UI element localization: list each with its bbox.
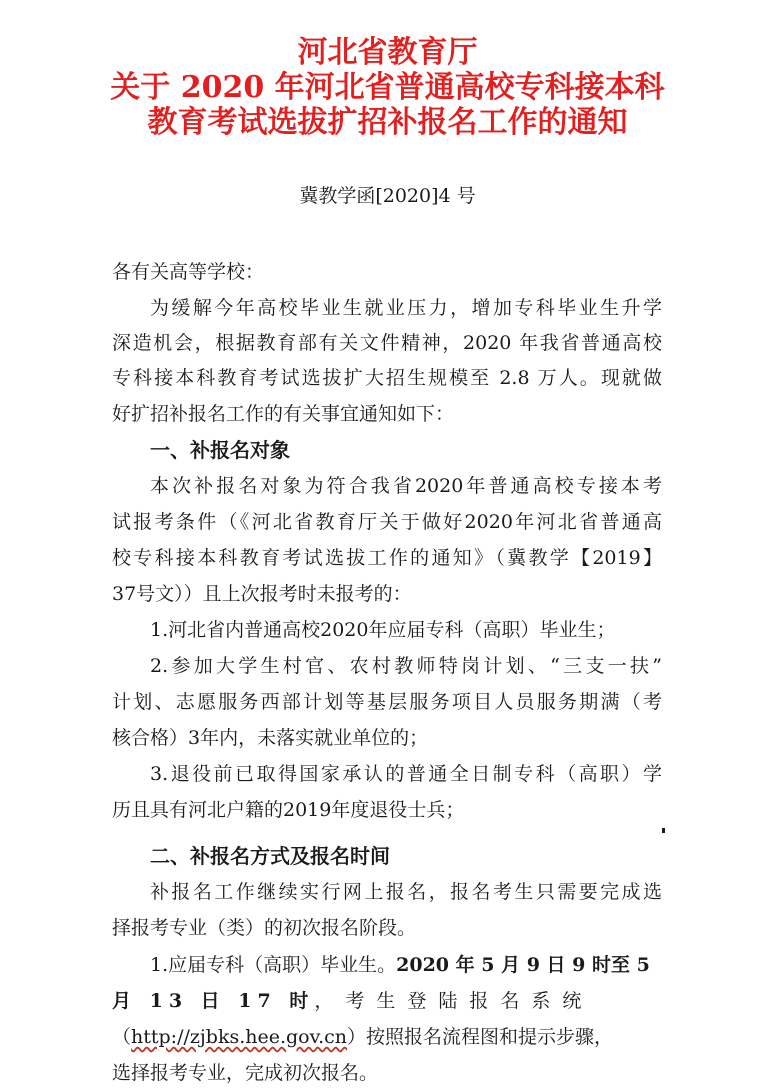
section-2-item-1-line-3 (112, 1023, 613, 1051)
section-1-item-1: 1.河北省内普通高校2020年应届专科（高职）毕业生； (150, 619, 616, 641)
section-2-item-1-login-text: ，考生登陆报名系统 (314, 990, 594, 1012)
intro-line-4: 好扩招补报名工作的有关事宜通知如下： (112, 403, 455, 425)
salutation: 各有关高等学校： (112, 261, 265, 283)
section-1-item-2-line-1: 2.参加大学生村官、农村教师特岗计划、“三支一扶” (150, 655, 662, 677)
section-2-para-line-1: 补报名工作继续实行网上报名，报名考生只需要完成选 (150, 881, 662, 903)
section-2-para-line-2: 择报考专业（类）的初次报名阶段。 (112, 917, 417, 939)
paren-open: （ (112, 1026, 132, 1048)
section-1-item-3-line-1: 3.退役前已取得国家承认的普通全日制专科（高职）学 (150, 763, 662, 785)
intro-line-1: 为缓解今年高校毕业生就业压力，增加专科毕业生升学 (150, 297, 662, 319)
section-1-para-line-3: 校专科接本科教育考试选拔工作的通知》（冀教学【2019】 (112, 547, 662, 569)
section-1-item-2-line-2: 计划、志愿服务西部计划等基层服务项目人员服务期满（考 (112, 691, 662, 713)
section-2-item-1-line-1 (150, 951, 650, 979)
section-2-item-1-process-text: ）按照报名流程图和提示步骤， (347, 1026, 614, 1048)
section-2-item-1-line-4: 选择报考专业，完成初次报名。 (112, 1062, 379, 1084)
section-2-heading: 二、补报名方式及报名时间 (150, 844, 390, 868)
section-2-item-1-date-end: 月 13 日 17 时 (112, 990, 315, 1012)
title-line-3: 教育考试选拔扩招补报名工作的通知 (147, 105, 628, 140)
stray-mark (662, 828, 665, 833)
section-1-item-3-line-2: 历且具有河北户籍的2019年度退役士兵； (112, 799, 465, 821)
registration-url-link[interactable]: http://zjbks.hee.gov.cn (131, 1026, 348, 1048)
section-1-para-line-4: 37号文））且上次报考时未报考的： (112, 583, 412, 605)
intro-line-3: 专科接本科教育考试选拔扩大招生规模至 2.8 万人。现就做 (112, 367, 662, 389)
section-1-para-line-1: 本次补报名对象为符合我省2020年普通高校专接本考 (150, 475, 662, 497)
intro-line-2: 深造机会，根据教育部有关文件精神，2020 年我省普通高校 (112, 332, 662, 354)
section-1-item-2-line-3: 核合格）3年内，未落实就业单位的； (112, 727, 429, 749)
section-1-para-line-2: 试报考条件（《河北省教育厅关于做好2020年河北省普通高 (112, 511, 662, 533)
title-line-2: 关于 2020 年河北省普通高校专科接本科 (110, 70, 665, 105)
section-2-item-1-prefix: 1.应届专科（高职）毕业生。 (150, 954, 397, 976)
section-2-item-1-line-2 (112, 987, 662, 1015)
section-2-item-1-date-start: 2020 年 5 月 9 日 9 时至 5 (396, 954, 650, 976)
section-1-heading: 一、补报名对象 (150, 438, 290, 462)
title-line-1: 河北省教育厅 (297, 35, 478, 70)
document-number: 冀教学函[2020]4 号 (299, 185, 476, 207)
